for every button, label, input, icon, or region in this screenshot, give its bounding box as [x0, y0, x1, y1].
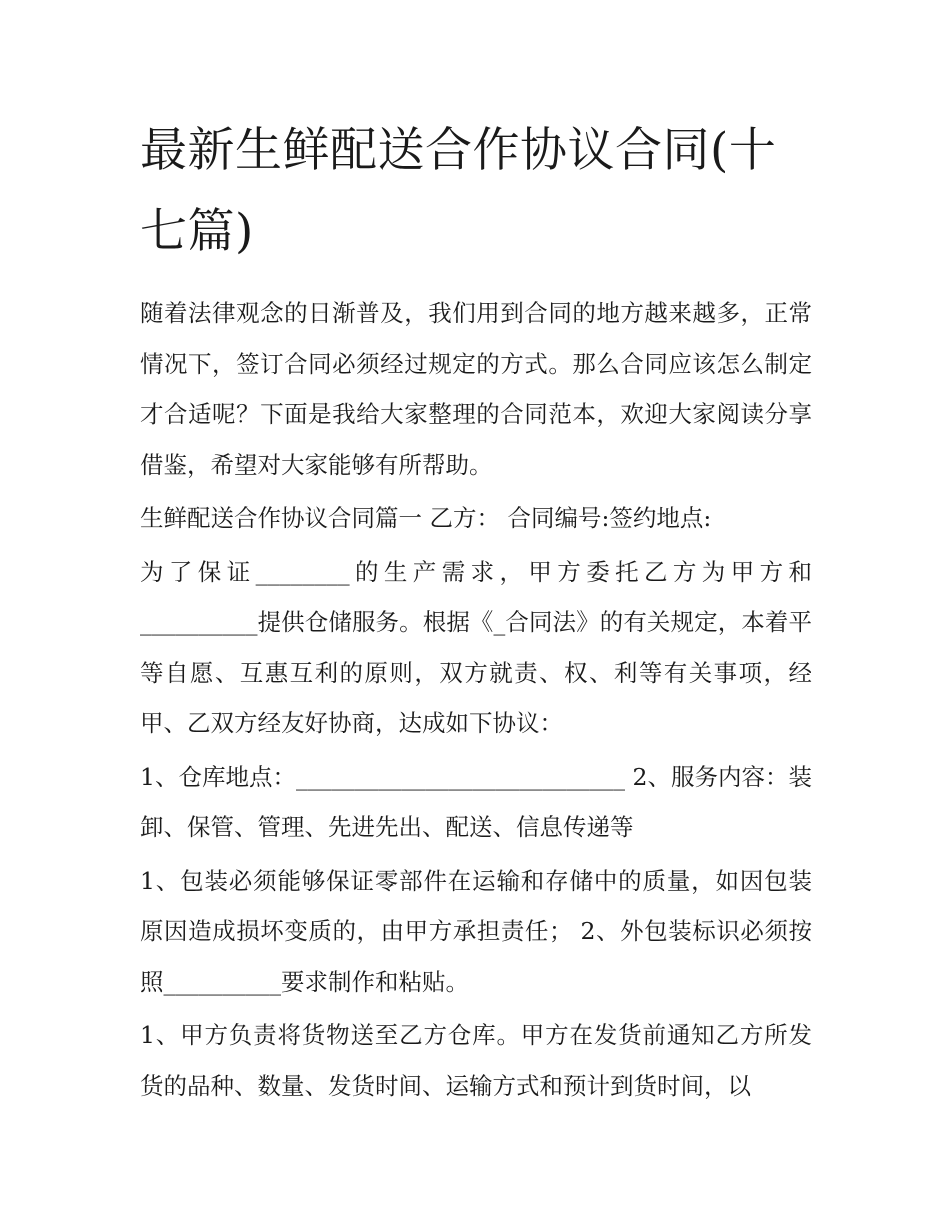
- document-page: [140, 110, 812, 1114]
- clause-packaging: 1、包装必须能够保证零部件在运输和存储中的质量，如因包装原因造成损坏变质的，由甲方承担责任； 2、外包装标识必须按照__________要求制作和粘贴。: [140, 866, 812, 996]
- preamble-paragraph: 为了保证________的生产需求，甲方委托乙方为甲方和__________提供仓储服务。根据《_合同法》的有关规定，本着平等自愿、互惠互利的原则，双方就责、权、利等有关事项，经甲、乙双方经友好协商，达成如下协议：: [140, 557, 812, 737]
- clause-location-service: 1、仓库地点：____________________________ 2、服务内容：装卸、保管、管理、先进先出、配送、信息传递等: [140, 762, 812, 841]
- document-title: 最新生鲜配送合作协议合同(十七篇): [140, 123, 777, 259]
- intro-paragraph: 随着法律观念的日渐普及，我们用到合同的地方越来越多，正常情况下，签订合同必须经过规定的方式。那么合同应该怎么制定才合适呢？下面是我给大家整理的合同范本，欢迎大家阅读分享借鉴，希望对大家能够有所帮助。: [140, 299, 812, 479]
- clause-delivery: 1、甲方负责将货物送至乙方仓库。甲方在发货前通知乙方所发货的品种、数量、发货时间、运输方式和预计到货时间，以: [140, 1021, 812, 1100]
- section-heading-line: 生鲜配送合作协议合同篇一 乙方： 合同编号:签约地点:: [140, 504, 712, 532]
